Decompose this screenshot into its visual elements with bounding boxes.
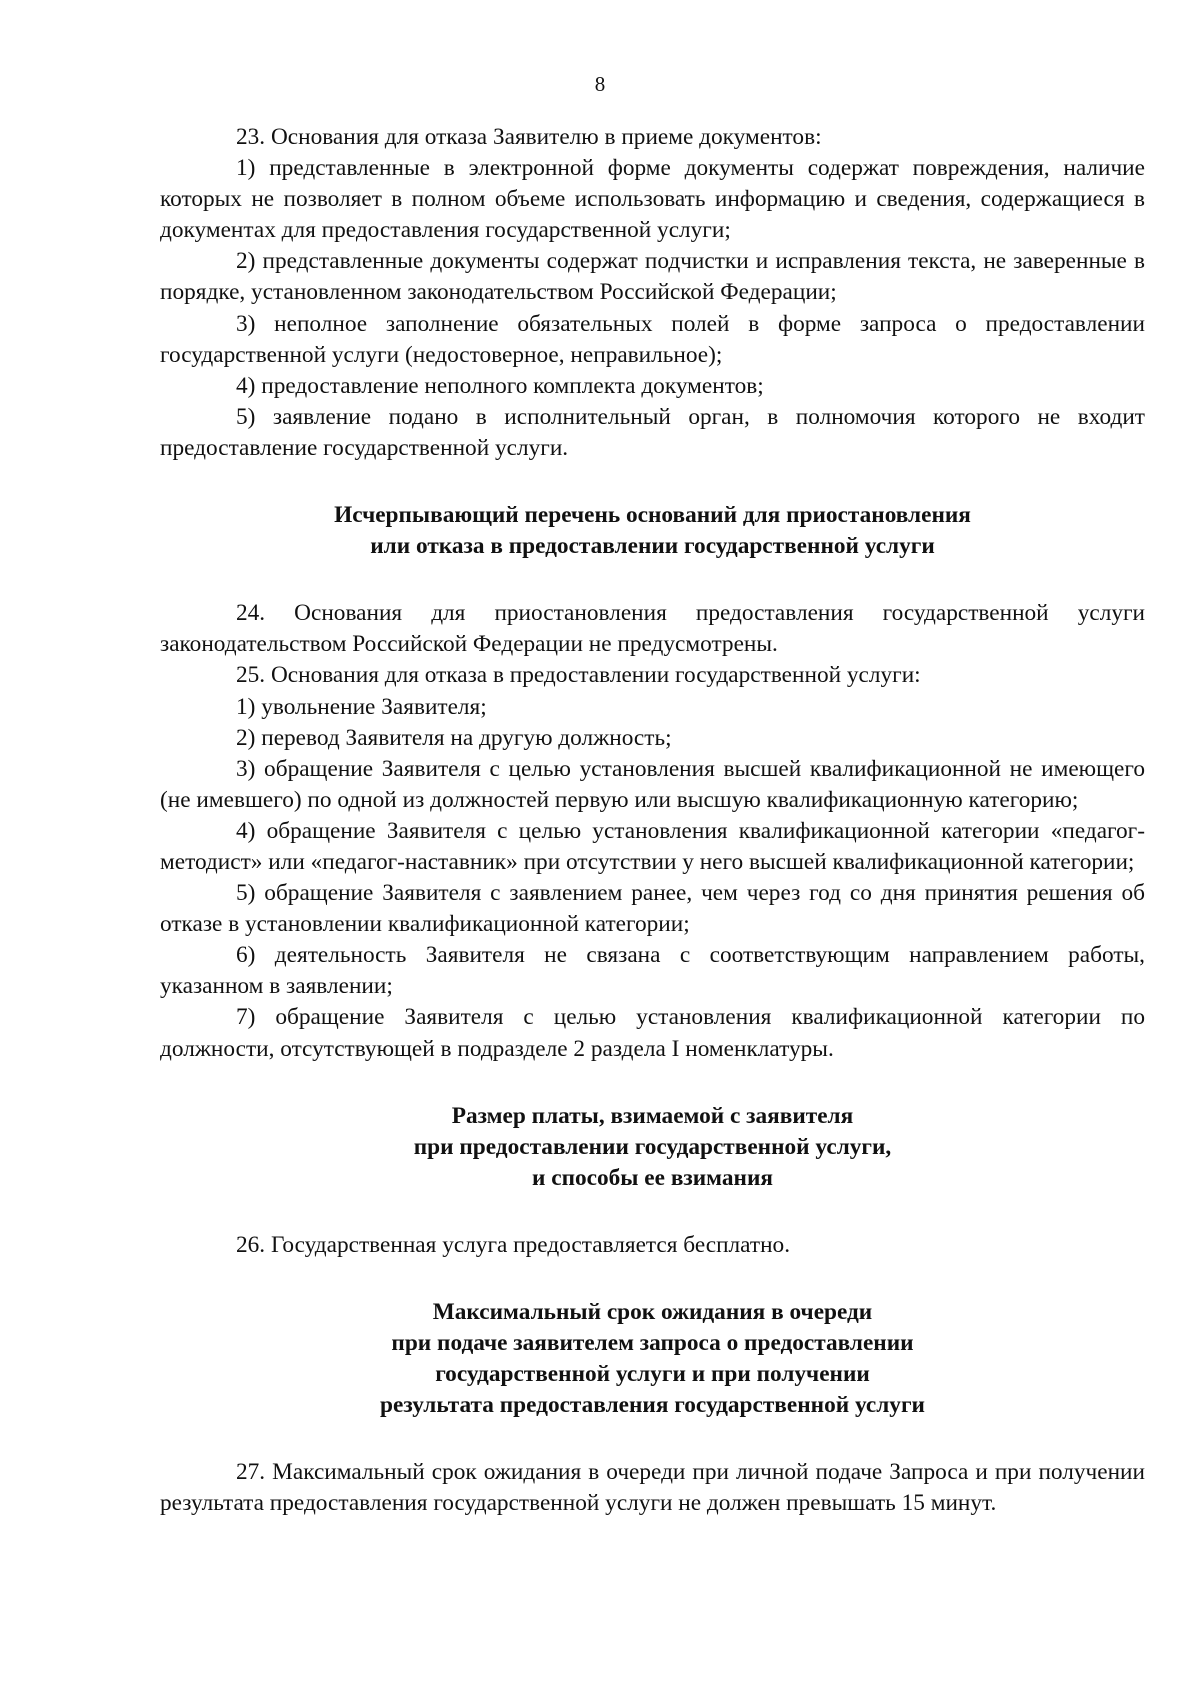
heading-line: результата предоставления государственной услуги — [380, 1392, 925, 1419]
document-body — [160, 122, 1145, 1520]
paragraph-24: 24. Основания для приостановления предоставления государственной услуги законодательством Российской Федерации не предусмотрены. — [160, 600, 1145, 658]
list-item-25-7: 7) обращение Заявителя с целью установления квалификационной категории по должности, отсутствующей в подразделе 2 раздела I номенклатуры. — [160, 1004, 1145, 1062]
list-item-23-3: 3) неполное заполнение обязательных полей в форме запроса о предоставлении государственной услуги (недостоверное, неправильное); — [160, 310, 1145, 368]
heading-line: Размер платы, взимаемой с заявителя — [451, 1102, 854, 1129]
section-heading-queue-time — [160, 1297, 1145, 1421]
paragraph-26: 26. Государственная услуга предоставляется бесплатно. — [236, 1231, 791, 1258]
paragraph-27: 27. Максимальный срок ожидания в очереди при личной подаче Запроса и при получении результата предоставления государственной услуги не должен превышать 15 минут. — [160, 1459, 1145, 1517]
paragraph-23: 23. Основания для отказа Заявителю в приеме документов: — [236, 124, 822, 150]
list-item-25-3: 3) обращение Заявителя с целью установления высшей квалификационной не имеющего (не имевшего) по одной из должностей первую или высшую квалификационную категорию; — [160, 755, 1145, 813]
list-item-25-4: 4) обращение Заявителя с целью установления квалификационной категории «педагог-методист» или «педагог-наставник» при отсутствии у него высшей квалификационной категории; — [160, 817, 1145, 875]
list-item-23-1: 1) представленные в электронной форме документы содержат повреждения, наличие которых не позволяет в полном объеме использовать информацию и сведения, содержащиеся в документах для предоставления государственной услуги; — [160, 155, 1145, 244]
heading-line: при предоставлении государственной услуги, — [413, 1133, 892, 1160]
heading-line: и способы ее взимания — [532, 1164, 773, 1191]
heading-line: или отказа в предоставлении государственной услуги — [370, 533, 935, 560]
list-item-25-2: 2) перевод Заявителя на другую должность; — [236, 724, 672, 751]
list-item-23-4: 4) предоставление неполного комплекта документов; — [236, 372, 764, 399]
section-heading-fee — [160, 1101, 1145, 1194]
heading-line: Максимальный срок ожидания в очереди — [432, 1299, 873, 1325]
heading-line: Исчерпывающий перечень оснований для приостановления — [334, 502, 971, 529]
list-item-23-2: 2) представленные документы содержат подчистки и исправления текста, не заверенные в порядке, установленном законодательством Российской Федерации; — [160, 248, 1145, 306]
heading-line: при подаче заявителем запроса о предоставлении — [391, 1330, 914, 1357]
paragraph-25: 25. Основания для отказа в предоставлении государственной услуги: — [236, 662, 921, 689]
list-item-25-1: 1) увольнение Заявителя; — [236, 693, 487, 720]
heading-line: государственной услуги и при получении — [435, 1361, 870, 1388]
list-item-25-6: 6) деятельность Заявителя не связана с соответствующим направлением работы, указанном в заявлении; — [160, 942, 1145, 1000]
section-heading-refusal-grounds — [160, 500, 1145, 562]
list-item-25-5: 5) обращение Заявителя с заявлением ранее, чем через год со дня принятия решения об отказе в установлении квалификационной категории; — [160, 880, 1145, 938]
page-number: 8 — [594, 72, 606, 96]
list-item-23-5: 5) заявление подано в исполнительный орган, в полномочия которого не входит предоставление государственной услуги. — [160, 403, 1145, 461]
